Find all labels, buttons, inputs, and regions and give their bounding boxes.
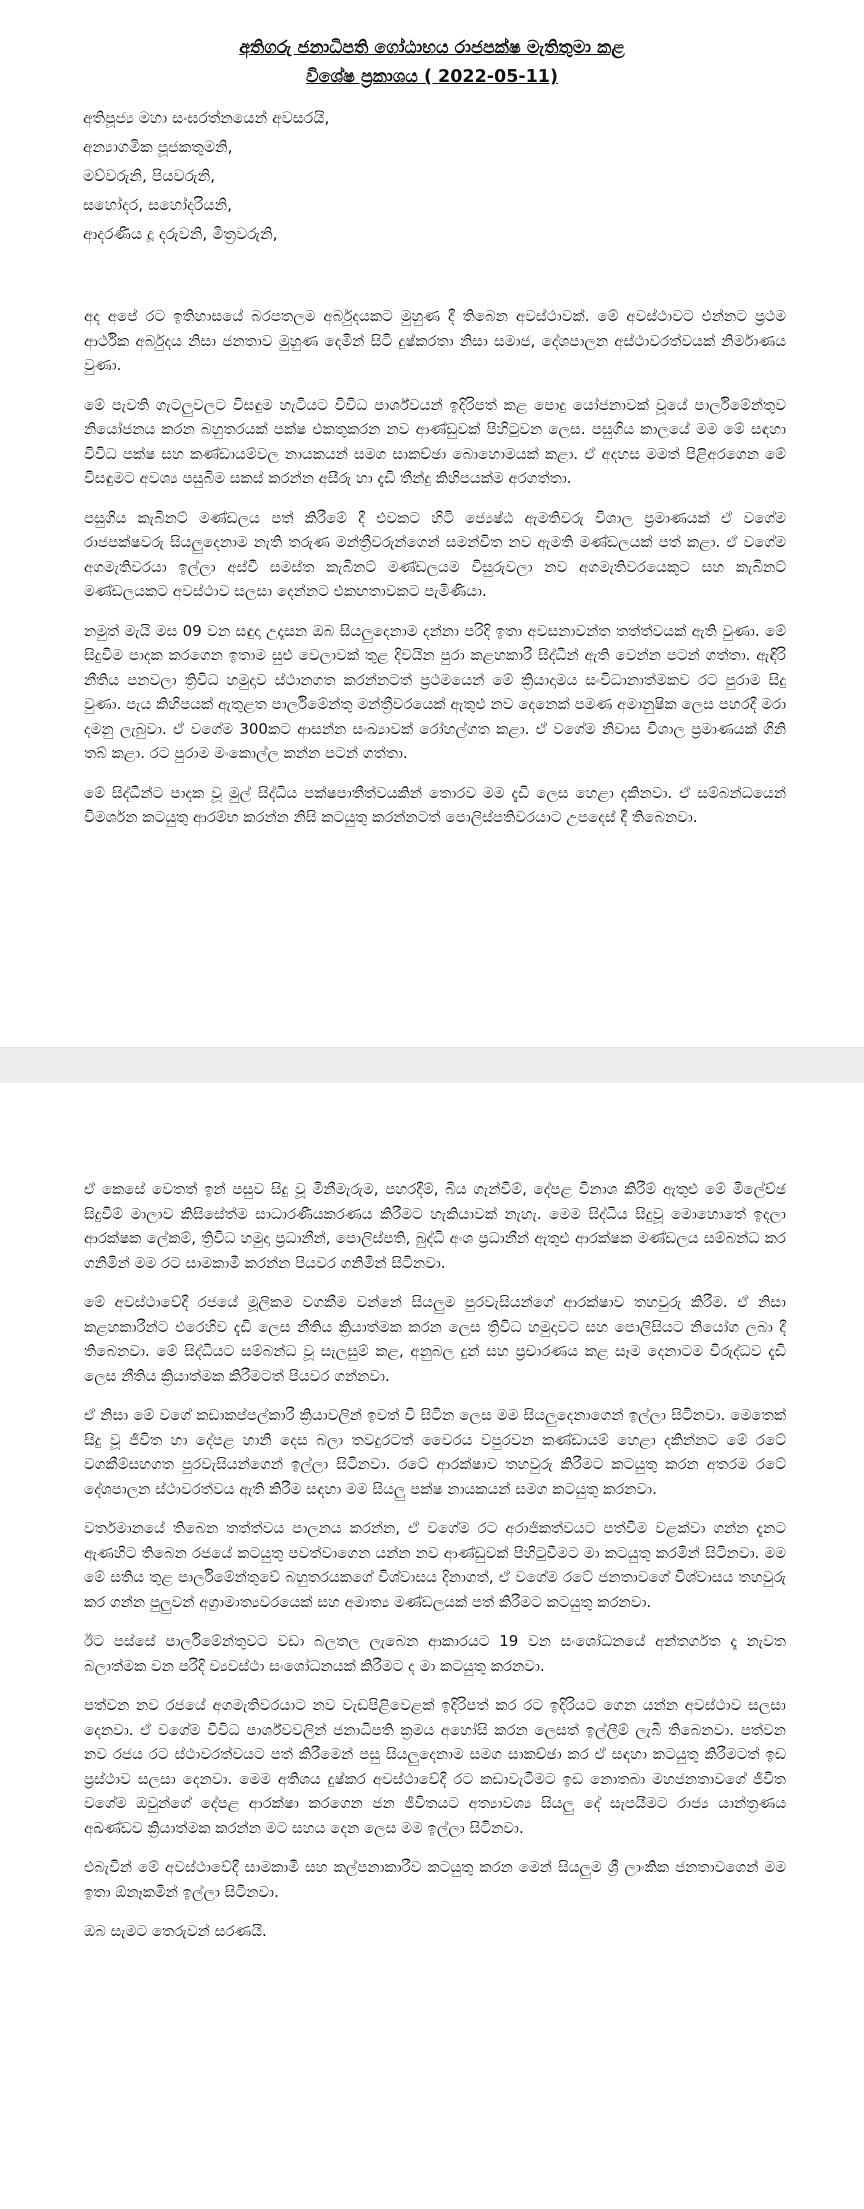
title-line-1: අතිගරු ජනාධිපති ගෝඨාභය රාජපක්ෂ මැතිතුමා කළ xyxy=(239,38,625,58)
paragraph: පසුගිය කැබිනට් මණ්ඩලය පත් කිරීමේ දී එවකට හිටි ජ්‍යෙෂ්ඨ ඇමතිවරු විශාල ප්‍රමාණයක් ඒ වගේම රාජපක්ෂවරු සියලුදෙනාම නැති තරුණ මන්ත්‍රීවරුන්ගෙන් සමන්විත නව ඇමති මණ්ඩලයක් පත් කළා. ඒ වගේම අගමැතිවරයා ඉල්ලා අස්වී සමස්ත කැබිනට් මණ්ඩලයම විසුරුවලා නව අගමැතිවරයෙකුට සහ කැබිනට් මණ්ඩලයකට අවස්ථාව සලසා දෙන්නට එකඟතාවකට පැමිණියා. xyxy=(84,508,786,600)
document-page-1 xyxy=(0,0,864,1047)
page-separator xyxy=(0,1047,864,1085)
paragraph: අද අපේ රට ඉතිහාසයේ බරපතලම අර්බුදයකට මුහුණ දී තිබෙන අවස්ථාවක්. මේ අවස්ථාවට එන්නට ප්‍රථම ආර්ථික අර්බුදය නිසා ජනතාව මුහුණ දෙමින් සිටි දුෂ්කරතා නිසා සමාජ, දේශපාලන අස්ථාවරත්වයක් නිර්මාණය වුණා. xyxy=(84,307,786,374)
salutation-line: මව්වරුනි, පියවරුනි, xyxy=(83,167,216,185)
document-page-2 xyxy=(0,1083,864,2209)
salutations xyxy=(83,104,864,249)
title-line-2: විශේෂ ප්‍රකාශය ( 2022-05-11) xyxy=(306,67,558,87)
salutation-line: අතිපූජ්‍ය මහා සංඝරත්නයෙන් අවසරයි, xyxy=(83,109,330,127)
paragraph: පත්වන නව රජයේ අගමැතිවරයාට නව වැඩපිළිවෙළක් ඉදිරිපත් කර රට ඉදිරියට ගෙන යන්න අවස්ථාව සලසා දෙනවා. ඒ වගේම විවිධ පාර්ශ්වවලින් ජනාධිපති ක්‍රමය අහෝසි කරන ලෙසත් ඉල්ලීම් ලැබී තිබෙනවා. පත්වන නව රජය රට ස්ථාවරත්වයට පත් කිරීමෙන් පසු සියලුදෙනාම සමග සාකච්ඡා කර ඒ සඳහා කටයුතු කිරීමටත් ඉඩ ප්‍රස්ථාව සලසා දෙනවා. මෙම අතිශය දුෂ්කර අවස්ථාවේදී රට කඩාවැටීමට ඉඩ නොතබා මහජනතාවගේ ජීවිත වගේම ඔවුන්ගේ දේපළ ආරක්ෂා කරගෙන ජන ජීවිතයට අත්‍යාවශ්‍ය සියලු දේ සැපයීමට රාජ්‍ය යාන්ත්‍රණය අඛණ්ඩව ක්‍රියාත්මක කරන්න මට සහය දෙන ලෙස මම ඉල්ලා සිටිනවා. xyxy=(84,1696,786,1837)
document-title xyxy=(0,34,864,92)
salutation-line: අන්‍යාගමික පූජකතුමනි, xyxy=(83,138,233,156)
paragraph: වර්තමානයේ තිබෙන තත්ත්වය පාලනය කරන්න, ඒ වගේම රට අරාජිකත්වයට පත්වීම වළක්වා ගන්න දැනට ඇණහිට තිබෙන රජයේ කටයුතු පවත්වාගෙන යන්න නව ආණ්ඩුවක් පිහිටුවීමට මා කටයුතු කරමින් සිටිනවා. මම මේ සතිය තුළ පාර්ලිමේන්තුවේ බහුතරයකගේ විශ්වාසය දිනාගත්, ඒ වගේම රටේ ජනතාවගේ විශ්වාසය තහවුරු කර ගන්න පුලුවන් අග්‍රාමාත්‍යවරයෙක් සහ අමාත්‍ය මණ්ඩලයක් පත් කිරීමට කටයුතු කරනවා. xyxy=(84,1519,786,1611)
paragraph: ඊට පස්සේ පාර්ලිමේන්තුවට වඩා බලතල ලැබෙන ආකාරයට 19 වන සංශෝධනයේ අන්තර්ගත දෑ නැවත බලාත්මක වන පරිදි ව්‍යවස්ථා සංශෝධනයක් කිරීමට ද මා කටයුතු කරනවා. xyxy=(84,1632,786,1675)
page-1-body xyxy=(0,304,864,830)
paragraph: එබැවින් මේ අවස්ථාවේදී සාමකාමී සහ කල්පනාකාරීව කටයුතු කරන මෙන් සියලුම ශ්‍රී ලාංකික ජනතාවගෙන් මම ඉතා ඕනෑකමින් ඉල්ලා සිටිනවා. xyxy=(84,1858,786,1901)
page-2-body xyxy=(0,1083,864,1943)
paragraph: මේ පැවති ගැටලුවලට විසඳුම හැටියට විවිධ පාර්ශ්වයන් ඉදිරිපත් කළ පොදු යෝජනාවක් වූයේ පාර්ලිමේන්තුව නියෝජනය කරන බහුතරයක් පක්ෂ එකතුකරන නව ආණ්ඩුවක් පිහිටුවන ලෙස. පසුගිය කාලයේ මම මේ සඳහා විවිධ පක්ෂ සහ කණ්ඩායම්වල නායකයන් සමග සාකච්ඡා බොහොමයක් කළා. ඒ අදහස මමත් පිළිඅරගෙන මේ විසඳුමට අවශ්‍ය පසුබිම සකස් කරන්න අසීරු හා දැඩි තීන්දු කිහිපයක්ම අරගත්තා. xyxy=(84,395,786,487)
paragraph: ඒ කෙසේ වෙතත් ඉන් පසුව සිදු වූ මිනීමැරුම, පහරදීම්, බිය ගැන්වීම්, දේපළ විනාශ කිරීම් ඇතුළු මේ මිලේච්ඡ සිදුවීම් මාලාව කිසිසේත්ම සාධාරණීයකරණය කිරීමට හැකියාවක් නැහැ. මෙම සිද්ධිය සිදුවූ මොහොතේ ඉදලා ආරක්ෂක ලේකම්, ත්‍රිවිධ හමුදා ප්‍රධානීන්, පොලිස්පති, බුද්ධි අංශ ප්‍රධානීන් ඇතුළු ආරක්ෂක මණ්ඩලය සම්බන්ධ කර ගනිමින් මම රට සාමකාමී කරන්න පියවර ගනිමින් සිටිනවා. xyxy=(84,1180,786,1272)
closing-line: ඔබ සැමට තෙරුවන් සරණයි. xyxy=(84,1922,267,1940)
paragraph: මේ සිද්ධීන්ට පාදක වූ මුල් සිද්ධිය පක්ෂපාතීත්වයකින් තොරව මම දැඩි ලෙස හෙළා දකිනවා. ඒ සම්බන්ධයෙන් විමර්ශන කටයුතු ආරම්භ කරන්න නිසි කටයුතු කරන්නටත් පොලිස්පතිවරයාට උපදෙස් දී තිබෙනවා. xyxy=(84,783,786,826)
paragraph: මේ අවස්ථාවේදී රජයේ මූලිකම වගකීම වන්නේ සියලුම පුරවැසියන්ගේ ආරක්ෂාව තහවුරු කිරීම. ඒ නිසා කළහකාරීන්ට එරෙහිව දැඩි ලෙස නීතිය ක්‍රියාත්මක කරන ලෙස ත්‍රිවිධ හමුදාවට සහ පොලිසියට නියෝග ලබා දී තිබෙනවා. මේ සිද්ධියට සම්බන්ධ වූ සැලසුම් කළ, අනුබල දුන් සහ ප්‍රචාරණය කළ සෑම දෙනාටම විරුද්ධව දැඩි ලෙස නීතිය ක්‍රියාත්මක කිරීමටත් පියවර ගන්නවා. xyxy=(84,1293,786,1385)
salutation-line: සහෝදර, සහෝදරියනි, xyxy=(83,196,232,214)
paragraph: නමුත් මැයි මස 09 වන සඳුදා උදෑසන ඔබ සියලුදෙනාම දන්නා පරිදි ඉතා අවසනාවන්ත තත්ත්වයක් ඇති වුණා. මේ සිදුවීම පාදක කරගෙන ඉතාම සුළු වෙලාවක් තුළ දිවයින පුරා කළහකාරී සිද්ධීන් ඇති වෙන්න පටන් ගත්තා. ඇඳිරි නීතිය පනවලා ත්‍රිවිධ හමුදාව ස්ථානගත කරන්නටත් ප්‍රථමයෙන් මේ ක්‍රියාදාමය සංවිධානාත්මකව රට පුරාම සිදු වුණා. පැය කිහිපයක් ඇතුළත පාර්ලිමේන්තු මන්ත්‍රීවරයෙක් ඇතුළු නව දෙනෙක් පමණ අමානුෂික ලෙස පහරදී මරා දමනු ලැබුවා. ඒ වගේම 300කට ආසන්න සංඛ්‍යාවක් රෝහල්ගත කළා. ඒ වගේම නිවාස විශාල ප්‍රමාණයක් ගිනි තබ් කළා. රට පුරාම මංකොල්ල කන්න පටන් ගත්තා. xyxy=(84,621,786,762)
salutation-line: ආදරණීය දූ දරුවනි, මිත්‍රවරුනි, xyxy=(83,225,278,243)
paragraph: ඒ නිසා මේ වගේ කඩාකප්පල්කාරී ක්‍රියාවලින් ඉවත් වී සිටින ලෙස මම සියලුදෙනාගෙන් ඉල්ලා සිටිනවා. මෙතෙක් සිදු වූ ජීවිත හා දේපළ හානි දෙස බලා තවදුරටත් වෛරය වපුරවන කණ්ඩායම් හෙළා දකින්නට මේ රටේ වගකීම්සහගත පුරවැසියන්ගෙන් ඉල්ලා සිටිනවා. රටේ ආරක්ෂාව තහවුරු කිරීමට කටයුතු කරන අතරම රටේ දේශපාලන ස්ථාවරත්වය ඇති කිරීම සඳහා මම සියලු පක්ෂ නායකයන් සමග කටයුතු කරනවා. xyxy=(84,1406,786,1498)
